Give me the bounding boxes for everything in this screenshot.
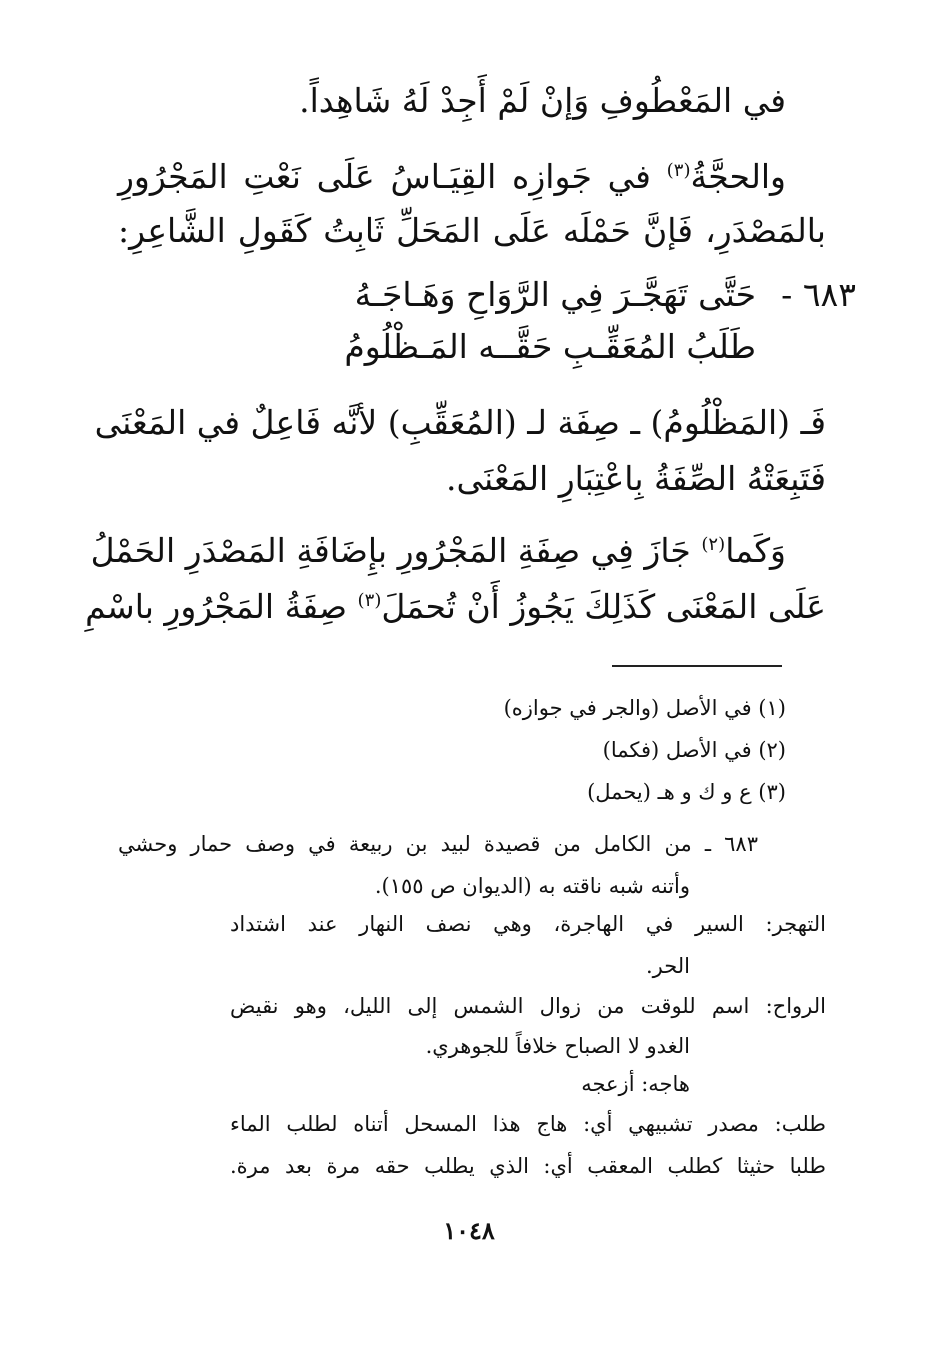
commentary-line-6: الغدو لا الصباح خلافاً للجوهري. <box>425 1034 690 1058</box>
footnote-ref-2: (٢) <box>701 534 726 555</box>
commentary-line-9: طلبا حثيثا كطلب المعقب أي: الذي يطلب حقه مرة بعد مرة. <box>230 1154 826 1178</box>
footnote-1: (١) في الأصل (والجر في جوازه) <box>503 696 786 720</box>
body-line-7 <box>85 587 826 626</box>
poem-number: ٦٨٣ - <box>781 275 856 314</box>
body-line-3: بالمَصْدَرِ، فَإنَّ حَمْلَه عَلَى المَحَلِّ ثَابِتُ كَقَولِ الشَّاعِرِ: <box>118 211 826 250</box>
footnote-2: (٢) في الأصل (فكما) <box>602 738 786 762</box>
page-number: ١٠٤٨ <box>443 1216 495 1245</box>
footnote-separator <box>612 665 782 667</box>
body-line-7-start: عَلَى المَعْنَى كَذَلِكَ يَجُوزُ أَنْ تُحمَلَ <box>381 587 826 626</box>
body-line-7-rest: صِفَةُ المَجْرُورِ باسْمِ <box>85 587 358 626</box>
commentary-line-1: ٦٨٣ ـ من الكامل من قصيدة لبيد بن ربيعة في وصف حمار وحشي <box>118 832 758 856</box>
body-line-6-rest: جَازَ فِي صِفَةِ المَجْرُورِ بإِضَافَةِ المَصْدَرِ الحَمْلُ <box>90 531 702 570</box>
commentary-line-7: هاجه: أزعجه <box>581 1072 690 1096</box>
commentary-line-4: الحر. <box>645 954 690 978</box>
body-line-6 <box>90 531 786 570</box>
body-line-2 <box>118 157 786 196</box>
commentary-line-5: الرواح: اسم للوقت من زوال الشمس إلى الليل، وهو نقيض <box>230 994 826 1018</box>
poem-verse-2: طَلَبُ المُعَقِّـبِ حَقَّــه المَـظْلُومُ <box>344 327 756 366</box>
body-line-6-start: وَكَما <box>725 531 786 570</box>
commentary-line-3: التهجر: السير في الهاجرة، وهي نصف النهار عند اشتداد <box>230 912 826 936</box>
footnote-3: (٣) ع و ك و هـ (يحمل) <box>587 780 786 804</box>
body-line-2-rest: في جَوازِه القِيَـاسُ عَلَى نَعْتِ المَجْرُورِ <box>118 157 667 196</box>
body-line-4: فَـ (المَظْلُومُ) ـ صِفَة لـ (المُعَقِّبِ) لأنَّه فَاعِلٌ في المَعْنَى <box>94 403 826 442</box>
poem-verse-1: حَتَّى تَهَجَّـرَ فِي الرَّوَاحِ وَهَـاجَـهُ <box>354 275 756 314</box>
commentary-line-8: طلب: مصدر تشبيهي أي: هاج هذا المسحل أتناه لطلب الماء <box>230 1112 826 1136</box>
footnote-ref-3b: (٣) <box>357 590 382 611</box>
body-line-2-start: والحجَّةُ <box>690 157 786 196</box>
footnote-ref-3: (٣) <box>666 160 691 181</box>
commentary-line-2: وأتنه شبه ناقته به (الديوان ص ١٥٥). <box>374 874 690 898</box>
body-line-1: في المَعْطُوفِ وَإنْ لَمْ أَجِدْ لَهُ شَاهِداً. <box>299 81 786 120</box>
body-line-5: فَتَبِعَتْهُ الصِّفَةُ بِاعْتِبَارِ المَعْنَى. <box>446 459 826 498</box>
